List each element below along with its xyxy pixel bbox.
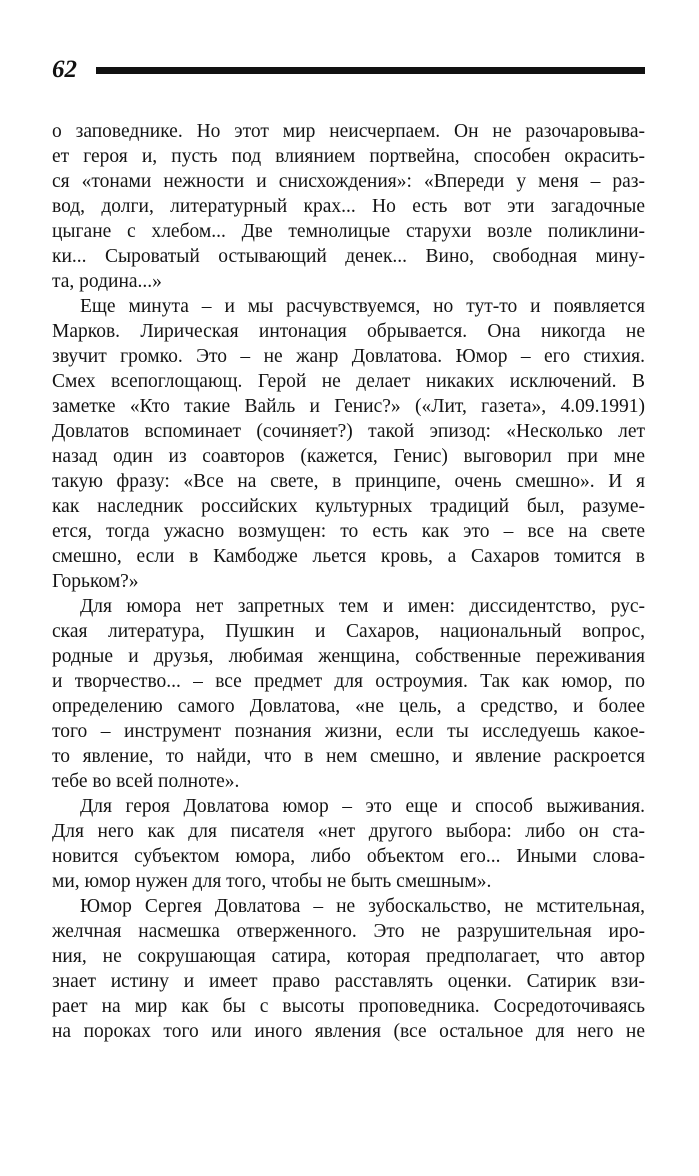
page-number: 62 xyxy=(52,56,77,83)
text-line: ет героя и, пусть под влиянием портвейна, способен окрасить- xyxy=(52,146,645,167)
text-line: ская литература, Пушкин и Сахаров, национальный вопрос, xyxy=(52,621,645,642)
text-line: тебе во всей полноте». xyxy=(52,771,240,792)
text-line: та, родина...» xyxy=(52,271,162,292)
text-line: Для него как для писателя «нет другого выбора: либо он ста- xyxy=(52,821,645,842)
text-line: звучит громко. Это – не жанр Довлатова. Юмор – его стихия. xyxy=(52,346,645,367)
text-line: Смех всепоглощающ. Герой не делает никаких исключений. В xyxy=(52,371,645,392)
text-line: на пороках того или иного явления (все остальное для него не xyxy=(52,1021,645,1042)
text-line: определению самого Довлатова, «не цель, а средство, и более xyxy=(52,696,645,717)
text-line: Горьком?» xyxy=(52,571,139,592)
text-line: и творчество... – все предмет для остроумия. Так как юмор, по xyxy=(52,671,645,692)
text-line: Для юмора нет запретных тем и имен: диссидентство, рус- xyxy=(80,596,645,617)
text-line: смешно, если в Камбодже льется кровь, а Сахаров томится в xyxy=(52,546,645,567)
text-line: новится субъектом юмора, либо объектом его... Иными слова- xyxy=(52,846,645,867)
text-line: цыгане с хлебом... Две темнолицые старухи возле поликлини- xyxy=(52,221,645,242)
text-line: о заповеднике. Но этот мир неисчерпаем. Он не разочаровыва- xyxy=(52,121,645,142)
text-line: рает на мир как бы с высоты проповедника. Сосредоточиваясь xyxy=(52,996,645,1017)
text-line: Для героя Довлатова юмор – это еще и способ выживания. xyxy=(80,796,645,817)
text-line: ми, юмор нужен для того, чтобы не быть смешным». xyxy=(52,871,492,892)
text-line: того – инструмент познания жизни, если ты исследуешь какое- xyxy=(52,721,645,742)
text-line: Юмор Сергея Довлатова – не зубоскальство, не мстительная, xyxy=(80,896,645,917)
text-line: ся «тонами нежности и снисхождения»: «Впереди у меня – раз- xyxy=(52,171,645,192)
text-line: Еще минута – и мы расчувствуемся, но тут-то и появляется xyxy=(80,296,645,317)
text-line: вод, долги, литературный крах... Но есть вот эти загадочные xyxy=(52,196,645,217)
text-line: Довлатов вспоминает (сочиняет?) такой эпизод: «Несколько лет xyxy=(52,421,645,442)
text-line: Марков. Лирическая интонация обрывается. Она никогда не xyxy=(52,321,645,342)
text-line: как наследник российских культурных традиций был, разуме- xyxy=(52,496,645,517)
text-line: желчная насмешка отверженного. Это не разрушительная иро- xyxy=(52,921,645,942)
text-line: родные и друзья, любимая женщина, собственные переживания xyxy=(52,646,645,667)
text-line: такую фразу: «Все на свете, в принципе, очень смешно». И я xyxy=(52,471,645,492)
text-line: заметке «Кто такие Вайль и Генис?» («Лит, газета», 4.09.1991) xyxy=(52,396,645,417)
text-line: назад один из соавторов (кажется, Генис) выговорил при мне xyxy=(52,446,645,467)
text-line: ки... Сыроватый остывающий денек... Вино, свободная мину- xyxy=(52,246,645,267)
text-line: то явление, то найди, что в нем смешно, и явление раскроется xyxy=(52,746,645,767)
text-line: знает истину и имеет право расставлять оценки. Сатирик взи- xyxy=(52,971,645,992)
text-line: ется, тогда ужасно возмущен: то есть как это – все на свете xyxy=(52,521,645,542)
body-text xyxy=(52,119,645,1044)
header-rule xyxy=(96,67,645,74)
text-line: ния, не сокрушающая сатира, которая предполагает, что автор xyxy=(52,946,645,967)
page-header xyxy=(52,55,645,89)
